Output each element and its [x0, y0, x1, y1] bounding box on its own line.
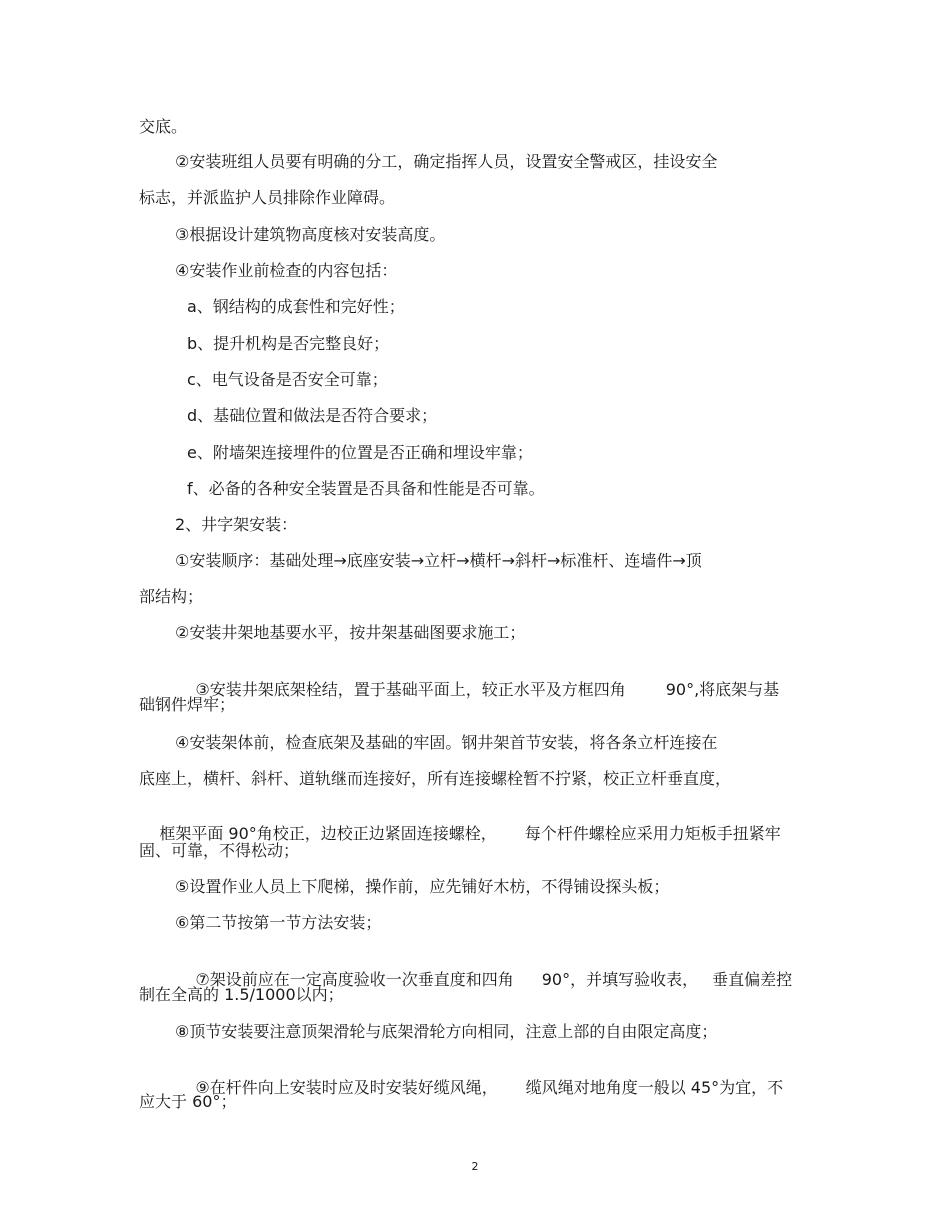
list-item: b、提升机构是否完整良好；	[187, 334, 390, 353]
text-segment: 框架平面 90°角校正，边校正边紧固连接螺栓，	[159, 824, 497, 843]
text-line: ①安装顺序：基础处理→底座安装→立杆→横杆→斜杆→标准杆、连墙件→顶	[175, 551, 702, 570]
text-line: 制在全高的 1.5/1000以内；	[139, 985, 344, 1004]
text-line: ④安装作业前检查的内容包括：	[175, 261, 398, 280]
text-line: ③根据设计建筑物高度核对安装高度。	[175, 225, 446, 244]
text-line: ⑥第二节按第一节方法安装；	[175, 913, 382, 932]
list-item: a、钢结构的成套性和完好性；	[187, 297, 405, 316]
text-segment: 垂直偏差控	[712, 970, 793, 989]
list-item: f、必备的各种安全装置是否具备和性能是否可靠。	[187, 479, 545, 498]
text-line: ②安装井架地基要水平，按井架基础图要求施工；	[175, 623, 526, 642]
text-line: 应大于 60°；	[139, 1092, 237, 1111]
text-line: 交底。	[139, 117, 188, 136]
list-item: d、基础位置和做法是否符合要求；	[187, 406, 438, 425]
section-heading: 2、井字架安装：	[175, 515, 298, 534]
text-line: 固、可靠，不得松动；	[139, 841, 300, 860]
text-line: ⑤设置作业人员上下爬梯，操作前，应先铺好木枋，不得铺设探头板；	[175, 877, 670, 896]
text-line: 础钢件焊牢；	[139, 695, 236, 714]
text-segment: ⑨在杆件向上安装时应及时安装好缆风绳，	[195, 1078, 498, 1097]
text-line	[175, 1058, 783, 1118]
text-line: ④安装架体前，检查底架及基础的牢固。钢井架首节安装，将各条立杆连接在	[175, 733, 718, 752]
text-line: 标志，并派监护人员排除作业障碍。	[139, 188, 396, 207]
text-segment: 每个杆件螺栓应采用力矩板手扭紧牢	[524, 824, 781, 843]
text-line: 底座上，横杆、斜杆、道轨继而连接好，所有连接螺栓暂不拧紧，校正立杆垂直度，	[139, 769, 732, 788]
text-segment: ③安装井架底架栓结，置于基础平面上，较正水平及方框四角	[195, 680, 626, 699]
text-segment: ⑦架设前应在一定高度验收一次垂直度和四角	[195, 970, 514, 989]
text-segment: 90°,将底架与基	[665, 680, 780, 699]
text-line: 部结构；	[139, 587, 204, 606]
text-line: ⑧顶节安装要注意顶架滑轮与底架滑轮方向相同，注意上部的自由限定高度；	[175, 1022, 718, 1041]
text-line: ②安装班组人员要有明确的分工，确定指挥人员，设置安全警戒区，挂设安全	[175, 152, 718, 171]
list-item: e、附墙架连接埋件的位置是否正确和埋设牢靠；	[187, 443, 533, 462]
page-number: 2	[471, 1160, 479, 1173]
text-segment: 90°，并填写验收表，	[541, 970, 699, 989]
list-item: c、电气设备是否安全可靠；	[187, 370, 388, 389]
text-line	[175, 660, 779, 720]
text-segment: 缆风绳对地角度一般以 45°为宜，不	[525, 1078, 784, 1097]
